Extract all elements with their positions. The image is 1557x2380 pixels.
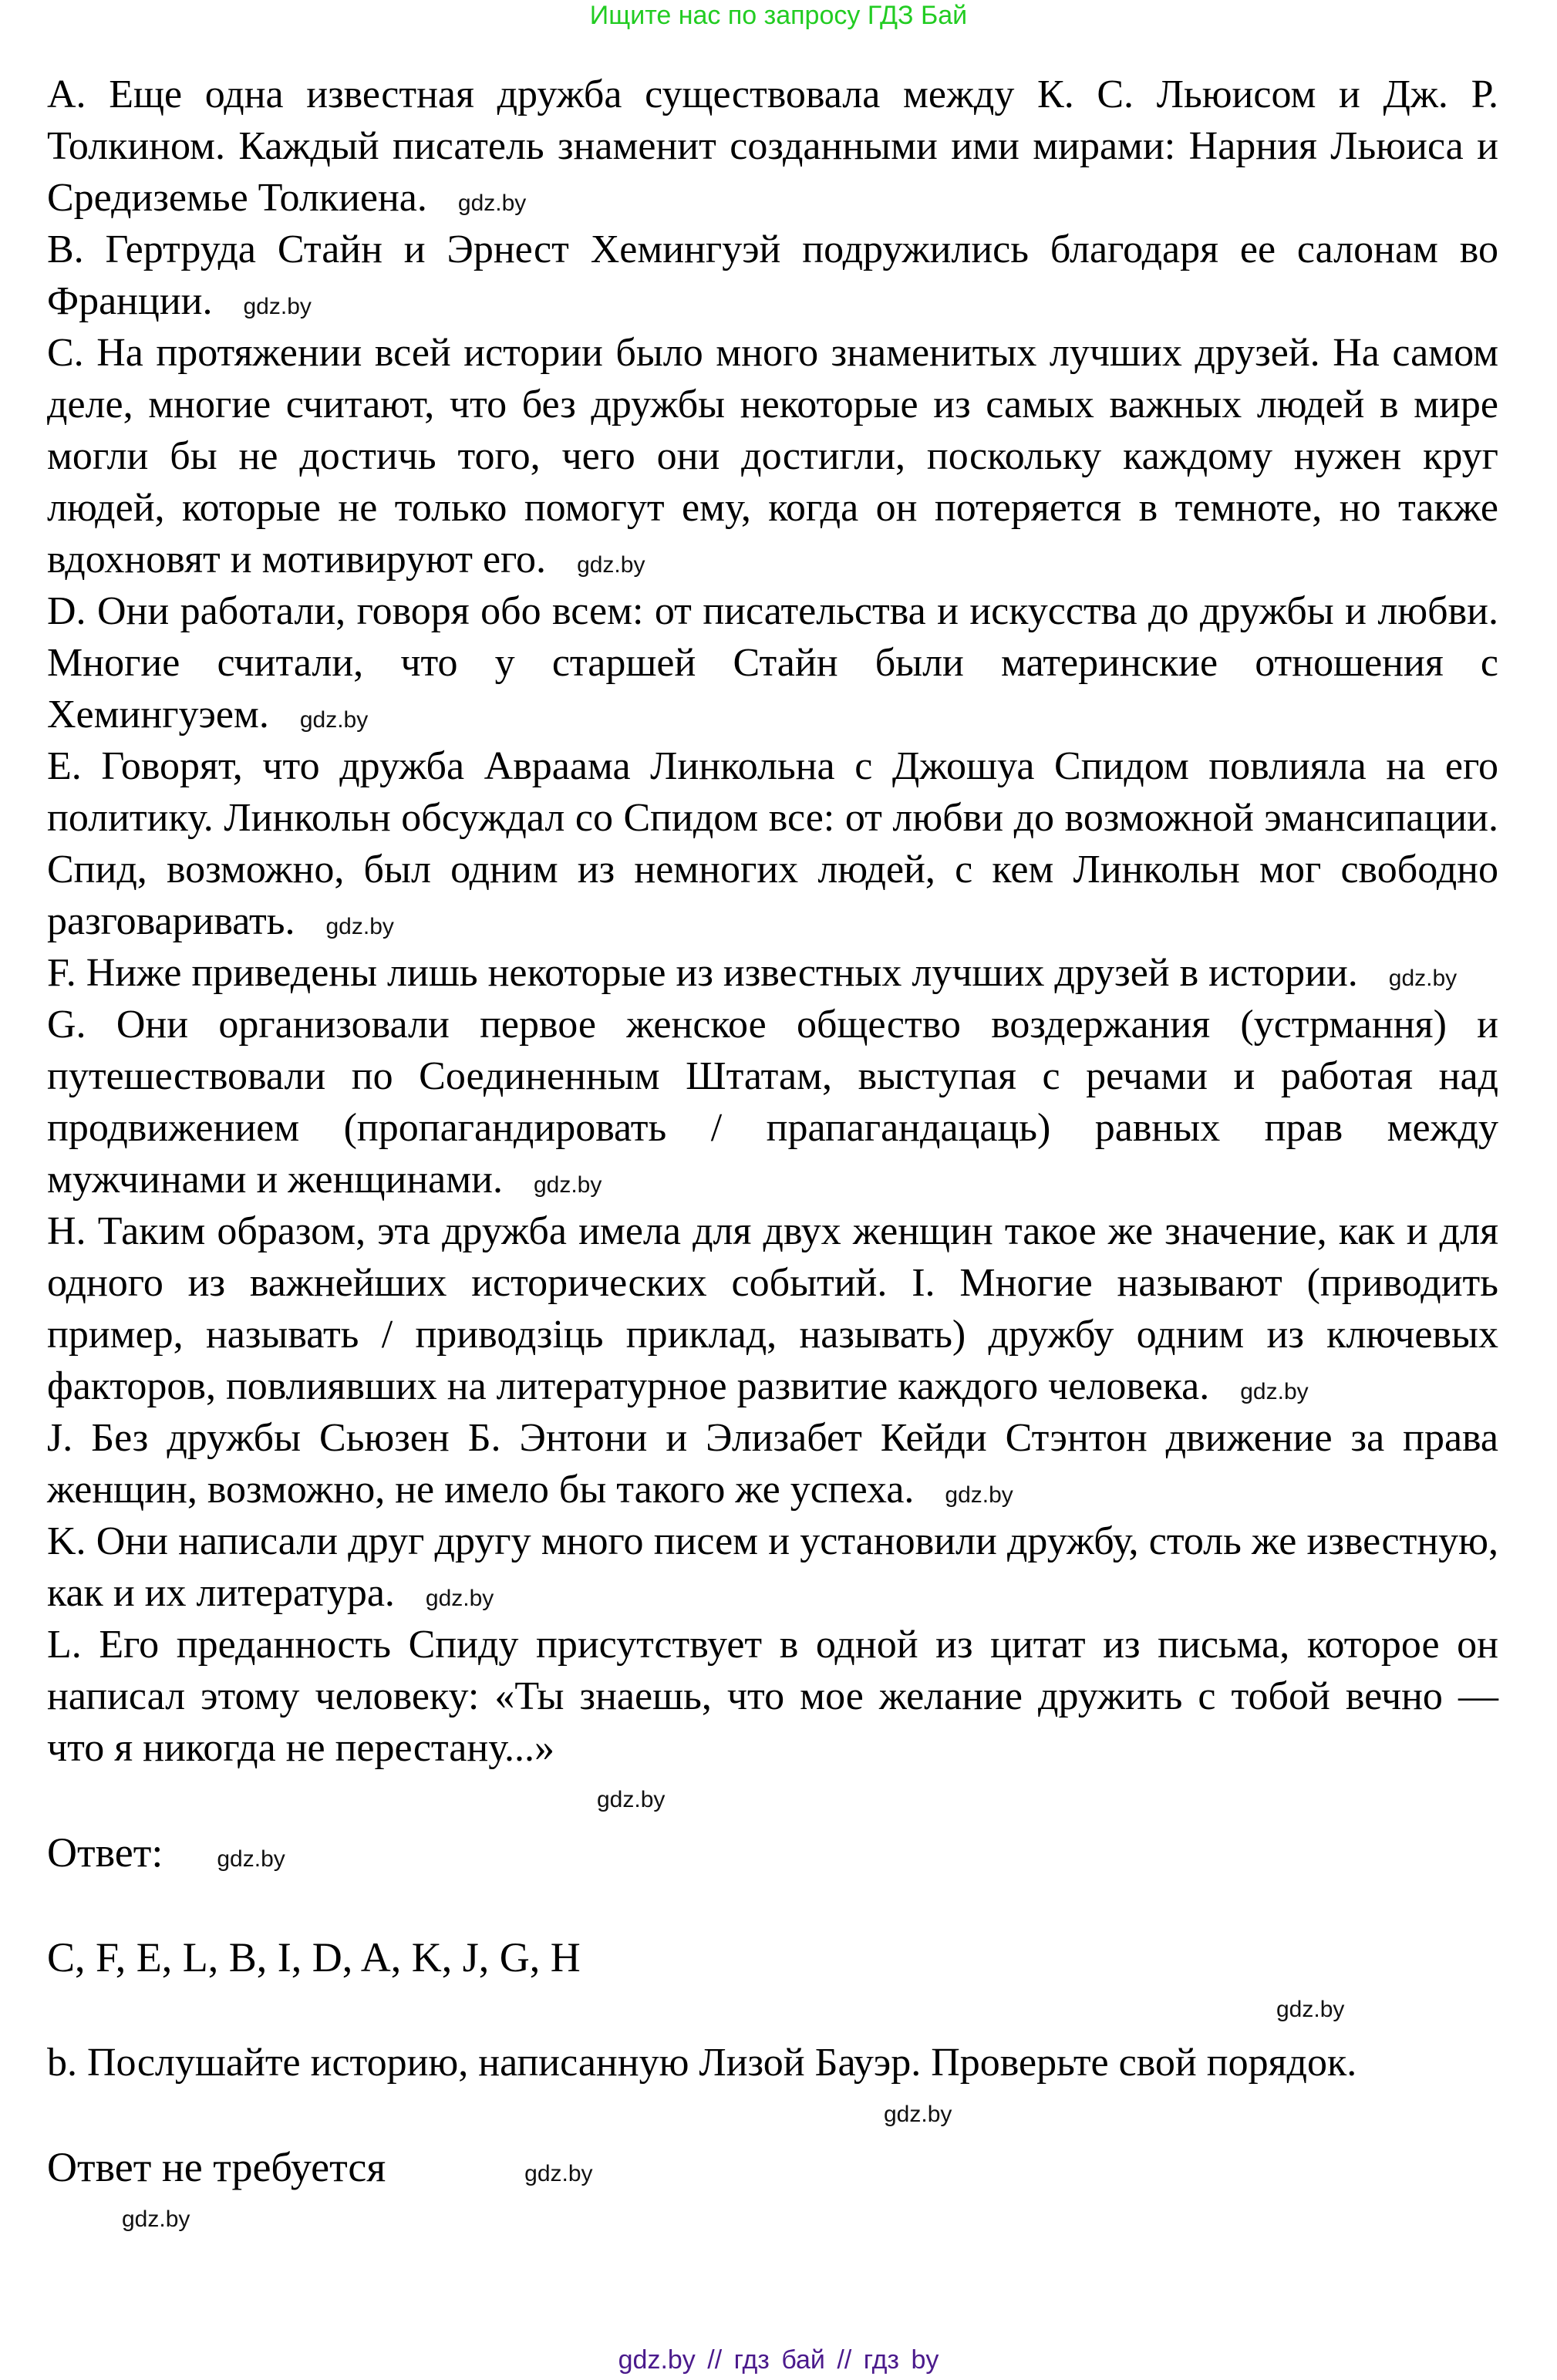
watermark: gdz.by [884,2102,952,2127]
spacer [47,2193,1498,2247]
paragraph-a: A. Еще одна известная дружба существовала между К. С. Льюисом и Дж. Р. Толкином. Каждый писатель знаменит созданными ими мирами: Нарния Льюиса и Средиземье Толкиена. gdz.by [47,72,1498,220]
spacer [47,1984,1498,2037]
task-b: b. Послушайте историю, написанную Лизой Бауэр. Проверьте свой порядок. [47,2041,1357,2085]
watermark: gdz.by [217,1846,285,1872]
answer-label: Ответ: [47,1829,163,1876]
spacer [47,1774,1498,1827]
answer-order: C, F, E, L, B, I, D, A, K, J, G, H [47,1934,581,1981]
paragraph-j: J. Без дружбы Сьюзен Б. Энтони и Элизабет Кейди Стэнтон движение за права женщин, возможно, не имело бы такого же успеха. gdz.by [47,1416,1498,1512]
paragraph-l: L. Его преданность Спиду присутствует в одной из цитат из письма, которое он написал этому человеку: «Ты знаешь, что мое желание дружить с тобой вечно — что я никогда не перестану...» [47,1623,1498,1770]
paragraph-e: E. Говорят, что дружба Авраама Линкольна с Джошуа Спидом повлияла на его политику. Линкольн обсуждал со Спидом все: от любви до возможной эмансипации. Спид, возможно, был одним из немногих людей, с кем Линкольн мог свободно разговаривать. gdz.by [47,744,1498,943]
watermark: gdz.by [577,552,645,578]
watermark: gdz.by [597,1787,666,1812]
watermark: gdz.by [425,1586,494,1611]
footer-links[interactable]: gdz.by // гдз бай // гдз by [618,2345,939,2375]
paragraph-k: K. Они написали друг другу много писем и установили дружбу, столь же известную, как и их литература. gdz.by [47,1519,1498,1615]
watermark: gdz.by [533,1172,602,1198]
answer-b-line [47,2142,1498,2193]
paragraph-c: C. На протяжении всей истории было много знаменитых лучших друзей. На самом деле, многие считают, что без дружбы некоторые из самых важных людей в мире могли бы не достичь того, чего они достигли, поскольку каждому нужен круг людей, которые не только помогут ему, когда он потеряется в темноте, но также вдохновят и мотивируют его. gdz.by [47,331,1498,582]
watermark: gdz.by [1240,1379,1309,1404]
paragraph-f: F. Ниже приведены лишь некоторые из известных лучших друзей в истории. gdz.by [47,951,1458,995]
paragraph-h: H. Таким образом, эта дружба имела для двух женщин такое же значение, как и для одного из важнейших исторических событий. I. Многие называют (приводить пример, называть / приводзіць приклад, называть) дружбу одним из ключевых факторов, повлиявших на литературное развитие каждого человека. gdz.by [47,1209,1498,1408]
spacer [47,2088,1498,2142]
watermark: gdz.by [122,2206,190,2232]
watermark: gdz.by [325,914,394,939]
answer-label-line [47,1827,1498,1879]
content-column [47,69,1498,2247]
watermark: gdz.by [457,190,527,216]
paragraph-d: D. Они работали, говоря обо всем: от писательства и искусства до дружбы и любви. Многие считали, что у старшей Стайн были материнские отношения с Хемингуэем. gdz.by [47,589,1498,737]
paragraph-b: B. Гертруда Стайн и Эрнест Хемингуэй подружились благодаря ее салонам во Франции. gdz.by [47,228,1498,323]
watermark: gdz.by [1276,1997,1345,2022]
watermark: gdz.by [1388,966,1458,991]
watermark: gdz.by [243,294,312,319]
answer-b: Ответ не требуется [47,2144,386,2190]
exercise-text [47,69,1498,1774]
watermark: gdz.by [945,1482,1013,1508]
watermark: gdz.by [524,2161,593,2186]
paragraph-g: G. Они организовали первое женское общество воздержания (устрмання) и путешествовали по Соединенным Штатам, выступая с речами и работая над продвижением (пропагандировать / прапагандацаць) равных прав между мужчинами и женщинами. gdz.by [47,1003,1498,1202]
spacer [47,1879,1498,1932]
promo-header: Ищите нас по запросу ГДЗ Бай [589,1,968,30]
watermark: gdz.by [299,707,369,733]
